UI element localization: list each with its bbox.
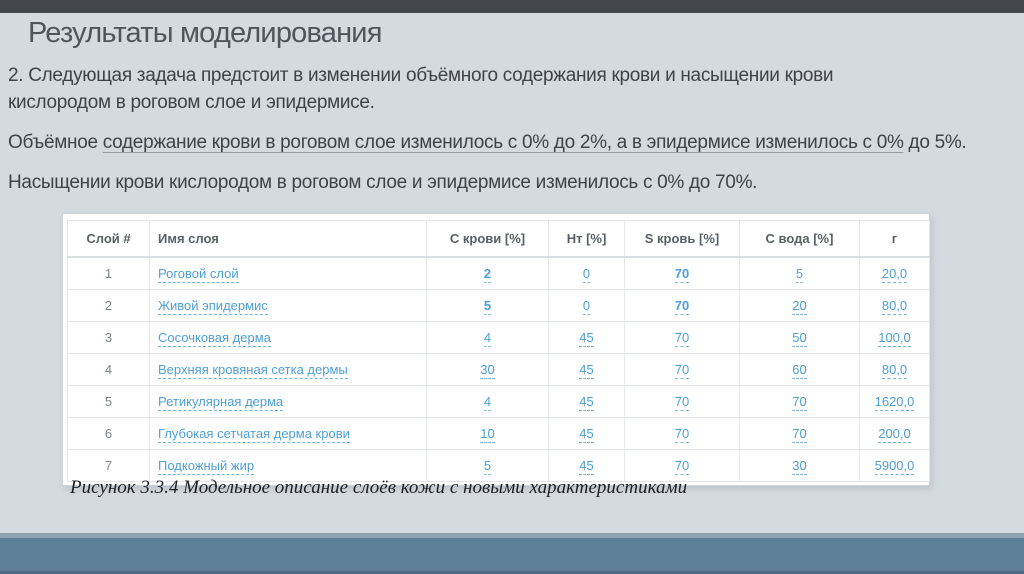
value-cell [625, 386, 740, 418]
value-link[interactable]: 45 [579, 426, 594, 441]
value-cell [740, 450, 860, 482]
value-link[interactable]: 30 [480, 362, 495, 377]
column-header: Нт [%] [549, 221, 625, 258]
layer-number-cell: 1 [68, 257, 150, 290]
value-cell [625, 290, 740, 322]
layer-name-cell [150, 418, 427, 450]
value-cell [740, 354, 860, 386]
value-link[interactable]: 80,0 [881, 362, 908, 377]
value-cell [625, 257, 740, 290]
value-link[interactable]: 4 [483, 330, 492, 345]
value-cell [549, 290, 625, 322]
layer-name-link[interactable]: Глубокая сетчатая дерма крови [158, 426, 350, 441]
table-row [68, 354, 930, 386]
value-cell [740, 322, 860, 354]
value-cell [740, 257, 860, 290]
value-link[interactable]: 5 [483, 458, 492, 473]
value-link[interactable]: 2 [483, 266, 492, 281]
value-link[interactable]: 70 [674, 458, 690, 473]
value-cell [860, 322, 930, 354]
value-cell [625, 322, 740, 354]
layer-number-cell: 5 [68, 386, 150, 418]
layer-name-cell [150, 290, 427, 322]
value-link[interactable]: 80,0 [881, 298, 908, 313]
value-link[interactable]: 70 [674, 394, 690, 409]
paragraph-blood-content [8, 129, 1013, 156]
layer-name-link[interactable]: Роговой слой [158, 266, 239, 281]
value-link[interactable]: 5 [795, 266, 804, 281]
table-row [68, 290, 930, 322]
paragraph-oxygen-saturation: Насыщении крови кислородом в роговом слое и эпидермисе изменилось с 0% до 70%. [8, 172, 758, 193]
value-cell [860, 257, 930, 290]
layer-name-cell [150, 322, 427, 354]
value-cell [427, 290, 549, 322]
value-link[interactable]: 60 [792, 362, 807, 377]
value-cell [549, 354, 625, 386]
layer-number-cell: 6 [68, 418, 150, 450]
value-cell [860, 450, 930, 482]
value-cell [860, 418, 930, 450]
table-header-row [68, 221, 930, 258]
column-header: Слой # [68, 221, 150, 258]
layer-name-link[interactable]: Сосочковая дерма [158, 330, 271, 345]
value-link[interactable]: 4 [483, 394, 492, 409]
value-cell [625, 354, 740, 386]
value-link[interactable]: 10 [480, 426, 495, 441]
figure-caption: Рисунок 3.3.4 Модельное описание слоёв кожи с новыми характеристиками [70, 477, 688, 498]
layer-name-link[interactable]: Подкожный жир [158, 458, 255, 473]
layer-name-cell [150, 354, 427, 386]
layer-name-link[interactable]: Ретикулярная дерма [158, 394, 284, 409]
page-title: Результаты моделирования [28, 17, 382, 49]
value-cell [427, 386, 549, 418]
paragraph-blood-content-pre: Объёмное [8, 132, 103, 153]
value-link[interactable]: 0 [582, 266, 591, 281]
value-link[interactable]: 0 [582, 298, 591, 313]
value-link[interactable]: 70 [674, 426, 690, 441]
value-cell [625, 418, 740, 450]
value-link[interactable]: 45 [579, 458, 594, 473]
value-cell [860, 386, 930, 418]
value-link[interactable]: 200,0 [878, 426, 911, 441]
table-row [68, 386, 930, 418]
value-link[interactable]: 5900,0 [874, 458, 915, 473]
value-cell [549, 386, 625, 418]
layer-name-link[interactable]: Живой эпидермис [158, 298, 268, 313]
column-header: С крови [%] [427, 221, 549, 258]
paragraph-blood-content-underlined: содержание крови в роговом слое изменилось с 0% до 2%, а в эпидермисе изменилось с 0% [102, 132, 904, 153]
value-link[interactable]: 70 [674, 298, 690, 313]
value-link[interactable]: 5 [483, 298, 492, 313]
value-cell [740, 386, 860, 418]
layer-name-cell [150, 257, 427, 290]
skin-layers-table [67, 220, 930, 482]
table-row [68, 418, 930, 450]
value-link[interactable]: 20,0 [881, 266, 908, 281]
column-header: С вода [%] [740, 221, 860, 258]
layer-number-cell: 2 [68, 290, 150, 322]
value-link[interactable]: 45 [579, 362, 594, 377]
value-link[interactable]: 100,0 [878, 330, 911, 345]
value-cell [549, 418, 625, 450]
table-row [68, 322, 930, 354]
value-link[interactable]: 50 [792, 330, 807, 345]
value-link[interactable]: 1620,0 [874, 394, 915, 409]
value-link[interactable]: 70 [674, 330, 690, 345]
value-cell [860, 354, 930, 386]
value-link[interactable]: 70 [674, 362, 690, 377]
column-header: г [860, 221, 930, 258]
value-link[interactable]: 70 [792, 426, 807, 441]
layer-name-link[interactable]: Верхняя кровяная сетка дермы [158, 362, 348, 377]
skin-layers-table-panel [62, 213, 930, 486]
layer-number-cell: 4 [68, 354, 150, 386]
value-link[interactable]: 70 [674, 266, 690, 281]
footer-bar [0, 538, 1024, 571]
value-cell [860, 290, 930, 322]
layer-name-cell [150, 386, 427, 418]
value-link[interactable]: 45 [579, 394, 594, 409]
value-link[interactable]: 45 [579, 330, 594, 345]
paragraph-blood-content-post: до 5%. [903, 132, 967, 153]
value-cell [427, 354, 549, 386]
paragraph-task: 2. Следующая задача предстоит в изменении объёмного содержания крови и насыщении крови кислородом в роговом слое и эпидермисе. [8, 65, 834, 113]
value-link[interactable]: 20 [792, 298, 807, 313]
slide-top-bar [0, 0, 1024, 13]
value-cell [549, 257, 625, 290]
value-cell [549, 322, 625, 354]
value-cell [427, 257, 549, 290]
value-cell [427, 322, 549, 354]
value-cell [740, 290, 860, 322]
layer-number-cell: 3 [68, 322, 150, 354]
value-link[interactable]: 30 [792, 458, 807, 473]
column-header: Имя слоя [150, 221, 427, 258]
layer-number-cell: 7 [68, 450, 150, 482]
column-header: S кровь [%] [625, 221, 740, 258]
table-row [68, 257, 930, 290]
slide-body-text [8, 62, 1013, 209]
value-cell [427, 418, 549, 450]
value-cell [740, 418, 860, 450]
value-link[interactable]: 70 [792, 394, 807, 409]
